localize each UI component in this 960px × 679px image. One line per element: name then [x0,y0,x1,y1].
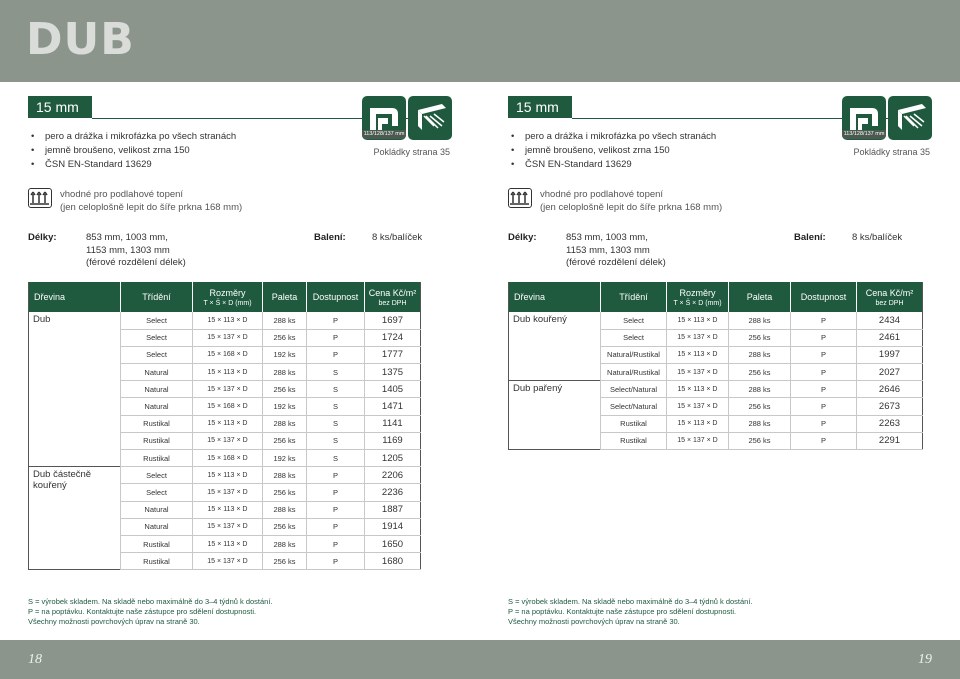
availability-cell: P [791,329,857,346]
pallet-cell: 288 ks [729,415,791,432]
price-table [28,282,421,570]
pallet-cell: 256 ks [263,432,307,449]
size-cell: 15 × 113 × D [667,381,729,398]
page-title: DUB [26,14,135,65]
footnote: S = výrobek skladem. Na skladě nebo maximálně do 3–4 týdnů k dostání. [508,597,753,606]
price-cell: 2236 [365,484,421,501]
page-number-left: 18 [28,652,42,667]
feature-item: • pero a drážka i mikrofázka po všech stranách [28,130,236,144]
page-number-right: 19 [918,652,932,667]
footnote: P = na poptávku. Kontaktujte naše zástupce pro sdělení dostupnosti. [508,607,737,616]
price-cell: 1680 [365,553,421,570]
grade-cell: Select [121,467,193,484]
size-cell: 15 × 113 × D [193,364,263,381]
lengths-values [86,232,186,270]
footer-band [0,640,960,679]
wood-type-cell: Dub pařený [509,381,601,450]
col-header-grade: Třídění [121,282,193,312]
lengths-label: Délky: [28,232,57,243]
pallet-cell: 256 ks [729,398,791,415]
size-cell: 15 × 137 × D [193,518,263,535]
pallet-cell: 256 ks [729,432,791,449]
heating-line: (jen celoplošně lepit do šíře prkna 168 mm) [60,202,243,213]
footnote: P = na poptávku. Kontaktujte naše zástupce pro sdělení dostupnosti. [28,607,257,616]
pallet-cell: 192 ks [263,346,307,363]
availability-cell: P [791,346,857,363]
price-cell: 1141 [365,415,421,432]
grade-cell: Rustikal [121,415,193,432]
availability-cell: S [307,364,365,381]
pallet-cell: 288 ks [729,381,791,398]
pallet-cell: 256 ks [729,329,791,346]
size-cell: 15 × 137 × D [193,553,263,570]
grade-cell: Select [121,312,193,329]
size-cell: 15 × 137 × D [667,432,729,449]
table-row [29,467,421,484]
price-cell: 2673 [857,398,923,415]
availability-cell: P [307,518,365,535]
grade-cell: Select [601,312,667,329]
feature-item: • ČSN EN-Standard 13629 [28,158,236,172]
grade-cell: Select [121,484,193,501]
size-cell: 15 × 137 × D [193,329,263,346]
grade-cell: Rustikal [121,553,193,570]
grade-cell: Natural/Rustikal [601,346,667,363]
heating-line: vhodné pro podlahové topení [540,189,664,200]
price-cell: 1375 [365,364,421,381]
pallet-cell: 256 ks [263,484,307,501]
floor-heating-icon [28,188,52,208]
size-cell: 15 × 113 × D [667,312,729,329]
price-cell: 2434 [857,312,923,329]
size-cell: 15 × 113 × D [193,312,263,329]
availability-cell: P [307,553,365,570]
grade-cell: Natural [121,398,193,415]
feature-item: • jemně broušeno, velikost zrna 150 [28,144,236,158]
col-header-wood: Dřevina [29,282,121,312]
pallet-cell: 288 ks [263,364,307,381]
availability-cell: P [307,346,365,363]
pallet-cell: 256 ks [263,518,307,535]
pallet-cell: 256 ks [263,553,307,570]
availability-cell: P [791,415,857,432]
right-page [480,82,960,640]
grade-cell: Select [121,346,193,363]
size-cell: 15 × 137 × D [193,381,263,398]
wood-type-cell: Dub částečně kouřený [29,467,121,570]
availability-cell: S [307,398,365,415]
price-cell: 1887 [365,501,421,518]
heating-note [60,188,242,214]
availability-cell: P [791,364,857,381]
header-band [0,0,960,82]
price-cell: 1777 [365,346,421,363]
feature-list [508,130,716,172]
col-header-pallet: Paleta [729,282,791,312]
price-cell: 1997 [857,346,923,363]
lengths-line: (férové rozdělení délek) [566,257,666,268]
availability-cell: P [307,329,365,346]
heating-line: (jen celoplošně lepit do šíře prkna 168 mm) [540,202,723,213]
size-cell: 15 × 137 × D [667,364,729,381]
feature-item: • jemně broušeno, velikost zrna 150 [508,144,716,158]
price-cell: 1405 [365,381,421,398]
availability-cell: P [307,535,365,552]
pallet-cell: 288 ks [263,535,307,552]
price-cell: 2646 [857,381,923,398]
price-cell: 1169 [365,432,421,449]
pallet-cell: 288 ks [263,312,307,329]
size-cell: 15 × 113 × D [667,415,729,432]
grade-cell: Rustikal [121,432,193,449]
col-header-pallet: Paleta [263,282,307,312]
size-cell: 15 × 113 × D [193,467,263,484]
footnotes [28,597,273,627]
pallet-cell: 288 ks [263,467,307,484]
lengths-line: (férové rozdělení délek) [86,257,186,268]
pallet-cell: 288 ks [729,312,791,329]
availability-cell: S [307,415,365,432]
grade-cell: Rustikal [121,535,193,552]
heating-note [540,188,722,214]
availability-cell: S [307,432,365,449]
wood-type-cell: Dub [33,314,51,325]
pallet-cell: 192 ks [263,450,307,467]
icon-caption: 113/128/137 mm [363,131,405,137]
col-header-size: Rozměry T × Š × D (mm) [193,282,263,312]
grade-cell: Select/Natural [601,381,667,398]
pallet-cell: 288 ks [263,415,307,432]
size-cell: 15 × 168 × D [193,450,263,467]
col-header-wood: Dřevina [509,282,601,312]
availability-cell: P [791,432,857,449]
availability-cell: P [307,484,365,501]
availability-cell: P [791,312,857,329]
availability-cell: P [791,398,857,415]
feature-list [28,130,236,172]
footnotes [508,597,753,627]
availability-cell: P [307,467,365,484]
feature-item: • pero a drážka i mikrofázka po všech stranách [508,130,716,144]
table-row [509,312,923,329]
availability-cell: P [791,381,857,398]
pallet-cell: 256 ks [263,381,307,398]
lengths-label: Délky: [508,232,537,243]
availability-cell: P [307,312,365,329]
price-cell: 2027 [857,364,923,381]
col-header-availability: Dostupnost [307,282,365,312]
icon-caption: 113/128/137 mm [843,131,885,137]
footnote: Všechny možnosti povrchových úprav na straně 30. [508,617,680,626]
grade-cell: Rustikal [601,415,667,432]
floor-heating-icon [508,188,532,208]
plank-bevel-icon [888,96,932,140]
availability-cell: P [307,501,365,518]
lengths-line: 853 mm, 1003 mm, [566,232,648,243]
size-cell: 15 × 168 × D [193,398,263,415]
size-cell: 15 × 113 × D [667,346,729,363]
price-cell: 2206 [365,467,421,484]
availability-cell: S [307,450,365,467]
col-header-grade: Třídění [601,282,667,312]
grade-cell: Select/Natural [601,398,667,415]
installation-link[interactable]: Pokládky strana 35 [853,147,930,157]
grade-cell: Rustikal [601,432,667,449]
col-header-price: Cena Kč/m² bez DPH [857,282,923,312]
packaging-value: 8 ks/balíček [372,232,423,243]
pallet-cell: 288 ks [263,501,307,518]
lengths-line: 1153 mm, 1303 mm [566,244,650,256]
footnote: S = výrobek skladem. Na skladě nebo maximálně do 3–4 týdnů k dostání. [28,597,273,606]
availability-cell: S [307,381,365,398]
size-cell: 15 × 113 × D [193,535,263,552]
size-cell: 15 × 137 × D [667,329,729,346]
size-cell: 15 × 137 × D [193,432,263,449]
table-row [29,312,421,329]
thickness-title: 15 mm [508,96,572,118]
grade-cell: Rustikal [121,450,193,467]
installation-link[interactable]: Pokládky strana 35 [373,147,450,157]
wood-type-cell: Dub kouřený [513,314,567,325]
lengths-values [566,232,666,270]
price-table [508,282,923,450]
plank-bevel-icon [408,96,452,140]
col-header-price: Cena Kč/m² bez DPH [365,282,421,312]
table-row [509,381,923,398]
grade-cell: Natural [121,364,193,381]
size-cell: 15 × 137 × D [667,398,729,415]
col-header-availability: Dostupnost [791,282,857,312]
size-cell: 15 × 168 × D [193,346,263,363]
grade-cell: Natural/Rustikal [601,364,667,381]
pallet-cell: 288 ks [729,346,791,363]
lengths-line: 1153 mm, 1303 mm [86,244,170,256]
pallet-cell: 256 ks [263,329,307,346]
packaging-label: Balení: [794,232,826,243]
price-cell: 1914 [365,518,421,535]
price-cell: 2263 [857,415,923,432]
size-cell: 15 × 113 × D [193,501,263,518]
pallet-cell: 192 ks [263,398,307,415]
price-cell: 1471 [365,398,421,415]
grade-cell: Natural [121,501,193,518]
grade-cell: Natural [121,518,193,535]
price-cell: 1205 [365,450,421,467]
pallet-cell: 256 ks [729,364,791,381]
grade-cell: Select [121,329,193,346]
size-cell: 15 × 113 × D [193,415,263,432]
packaging-value: 8 ks/balíček [852,232,903,243]
price-cell: 2461 [857,329,923,346]
price-cell: 1697 [365,312,421,329]
size-cell: 15 × 137 × D [193,484,263,501]
grade-cell: Select [601,329,667,346]
price-cell: 2291 [857,432,923,449]
thickness-title: 15 mm [28,96,92,118]
feature-item: • ČSN EN-Standard 13629 [508,158,716,172]
footnote: Všechny možnosti povrchových úprav na straně 30. [28,617,200,626]
col-header-size: Rozměry T × Š × D (mm) [667,282,729,312]
grade-cell: Natural [121,381,193,398]
heating-line: vhodné pro podlahové topení [60,189,184,200]
price-cell: 1724 [365,329,421,346]
price-cell: 1650 [365,535,421,552]
lengths-line: 853 mm, 1003 mm, [86,232,168,243]
packaging-label: Balení: [314,232,346,243]
left-page [0,82,480,640]
